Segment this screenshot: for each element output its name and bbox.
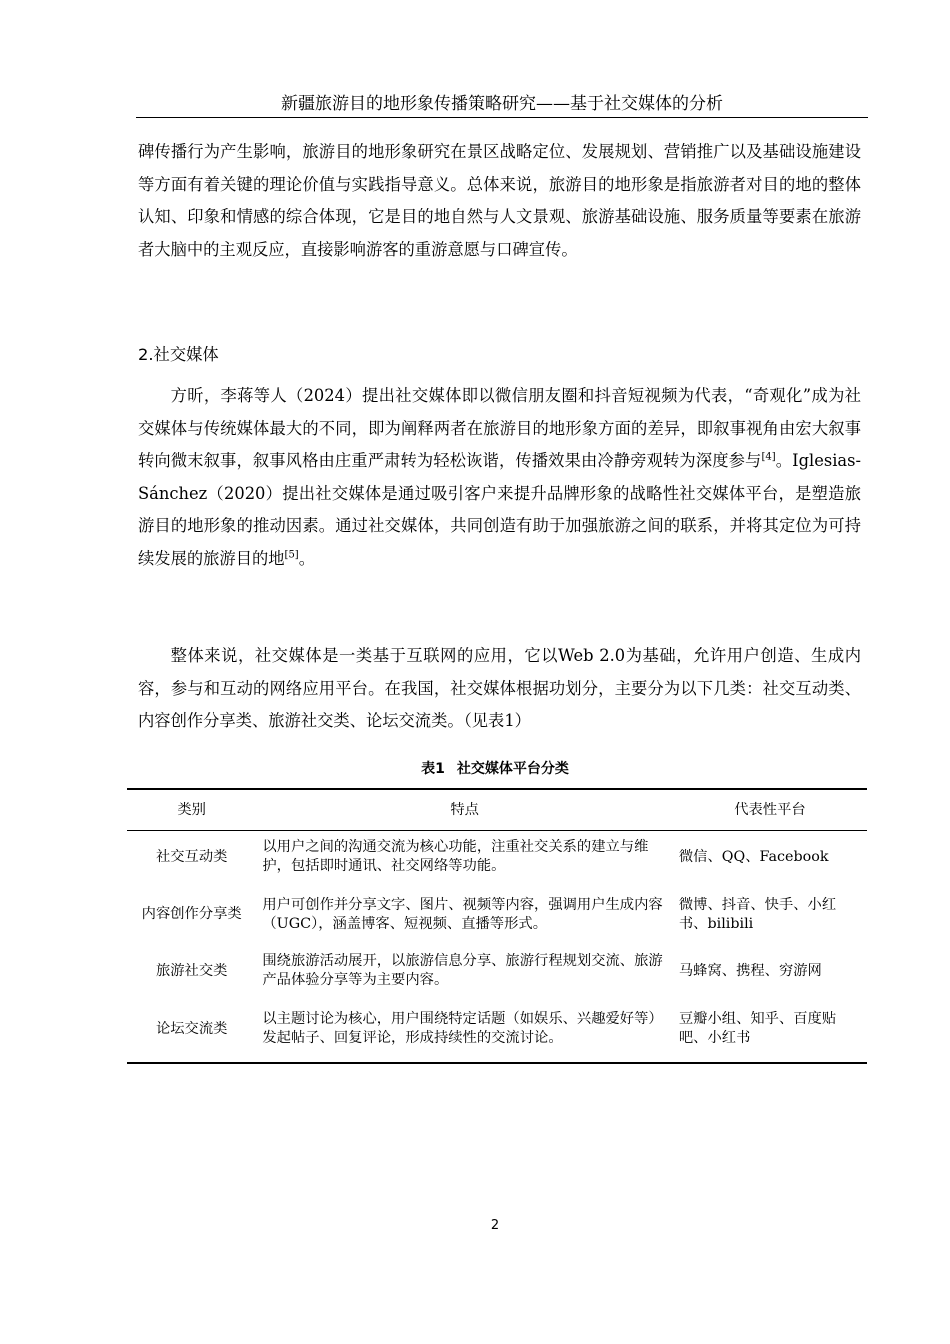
table-caption <box>0 757 950 781</box>
cell-feature: 以用户之间的沟通交流为核心功能，注重社交关系的建立与维护，包括即时通讯、社交网络等功能。 <box>262 839 649 874</box>
para2-text-c: 。 <box>298 548 316 568</box>
cell-category: 旅游社交类 <box>155 962 228 979</box>
body-paragraph-3: 整体来说，社交媒体是一类基于互联网的应用，它以Web 2.0为基础，允许用户创造、生成内容，参与和互动的网络应用平台。在我国，社交媒体根据功划分，主要分为以下几类：社交互动类、内容创作分享类、旅游社交类、论坛交流类。（见表1） <box>138 646 861 731</box>
cell-category: 论坛交流类 <box>155 1020 228 1037</box>
cell-feature: 以主题讨论为核心，用户围绕特定话题（如娱乐、兴趣爱好等）发起帖子、回复评论，形成持续性的交流讨论。 <box>262 1011 663 1046</box>
body-paragraph-1: 碑传播行为产生影响，旅游目的地形象研究在景区战略定位、发展规划、营销推广以及基础设施建设等方面有着关键的理论价值与实践指导意义。总体来说，旅游目的地形象是指旅游者对目的地的整体认知、印象和情感的综合体现，它是目的地自然与人文景观、旅游基础设施、服务质量等要素在旅游者大脑中的主观反应，直接影响游客的重游意愿与口碑宣传。 <box>138 142 861 259</box>
cell-category: 社交互动类 <box>155 848 228 865</box>
body-paragraph-2 <box>138 380 861 576</box>
cell-platforms: 微博、抖音、快手、小红书、bilibili <box>678 896 837 932</box>
table-row <box>127 831 867 884</box>
table-row <box>127 883 867 946</box>
table-caption-title: 社交媒体平台分类 <box>456 761 569 777</box>
citation-ref-4[interactable]: [4] <box>761 451 776 463</box>
cell-platforms: 马蜂窝、携程、穷游网 <box>678 962 822 979</box>
header-divider <box>136 117 868 118</box>
para2-text-a: 方昕，李蒋等人（2024）提出社交媒体即以微信朋友圈和抖音短视频为代表，“奇观化”成为社交媒体与传统媒体最大的不同，即为阐释两者在旅游目的地形象方面的差异，即叙事视角由宏大叙事转向微末叙事，叙事风格由庄重严肃转为轻松诙谐，传播效果由冷静旁观转为深度参与 <box>138 386 861 471</box>
citation-ref-5[interactable]: [5] <box>284 549 299 561</box>
running-header: 新疆旅游目的地形象传播策略研究——基于社交媒体的分析 <box>281 94 723 114</box>
cell-category: 内容创作分享类 <box>141 906 242 922</box>
table-header-row <box>127 789 867 831</box>
table-caption-label: 表1 <box>421 761 445 777</box>
column-header-feature: 特点 <box>450 801 479 818</box>
section-heading: 2.社交媒体 <box>138 345 219 364</box>
page-number: 2 <box>490 1218 500 1233</box>
cell-platforms: 豆瓣小组、知乎、百度贴吧、小红书 <box>678 1011 837 1046</box>
platform-classification-table <box>127 788 867 1064</box>
para2-text-b: 。Iglesias-Sánchez（2020）提出社交媒体是通过吸引客户来提升品牌形象的战略性社交媒体平台，是塑造旅游目的地形象的推动因素。通过社交媒体，共同创造有助于加强旅游之间的联系，并将其定位为可持续发展的旅游目的地 <box>138 451 861 568</box>
table-row <box>127 996 867 1063</box>
cell-feature: 用户可创作并分享文字、图片、视频等内容，强调用户生成内容（UGC），涵盖博客、短视频、直播等形式。 <box>262 896 663 932</box>
column-header-category: 类别 <box>177 801 206 818</box>
cell-feature: 围绕旅游活动展开，以旅游信息分享、旅游行程规划交流、旅游产品体验分享等为主要内容。 <box>262 953 663 988</box>
column-header-platforms: 代表性平台 <box>734 801 806 818</box>
table-row <box>127 946 867 996</box>
cell-platforms: 微信、QQ、Facebook <box>678 848 829 865</box>
